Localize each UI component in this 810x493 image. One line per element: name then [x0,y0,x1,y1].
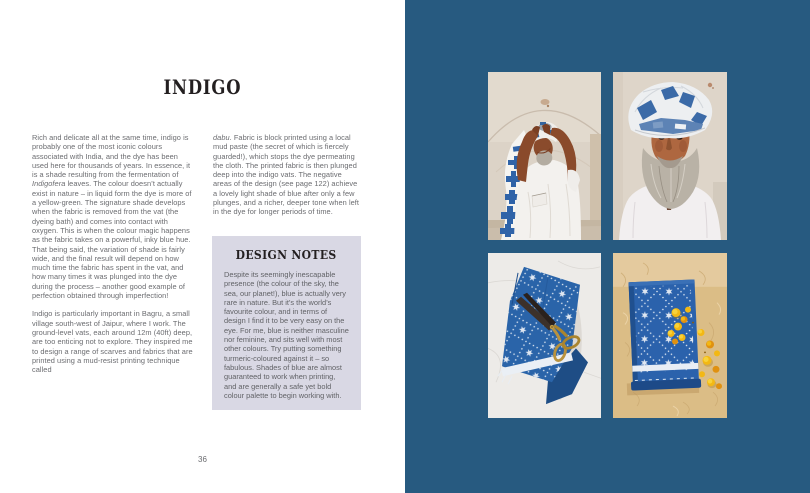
text-column-2 [213,133,359,226]
intro-text-italic: Indigofera [32,179,66,189]
dabu-paragraph [213,133,359,217]
photo-man-tying-turban [488,72,601,240]
photo-indigo-fabric-marigolds [613,253,727,418]
fabric-scissors-illustration [488,253,601,418]
man-portrait-illustration [613,72,727,240]
photo-indigo-fabric-scissors [488,253,601,418]
design-notes-body: Despite its seemingly inescapable presence (the colour of the sky, the sea, our planet!), blue is actually very rare in nature. But it’s the world’s favourite colour, and in terms of design I find it to be very easy on the eye. For me, blue is neither masculine nor feminine, and sits well with most other colours. Try putting something turmeric-coloured against it – so fabulous. Shades of blue are almost guaranteed to work when printing, and are generally a safe yet bold colour palette to begin working with. [224,270,349,400]
design-notes-heading [224,248,349,262]
text-column-1 [32,133,194,383]
fabric-marigolds-illustration [613,253,727,418]
photo-man-portrait-turban [613,72,727,240]
design-notes-heading-text: DESIGN NOTES [236,248,337,262]
dabu-text-after: . Fabric is block printed using a local mud paste (the secret of which is fiercely guarded!), which stops the dye permeating the cloth. The printed fabric is then plunged deep into the indigo vats. The negative areas of the design (see page 122) achieve a lovely light shade of blue after only a few plunges, and a richer, deeper tone when left in the dye for longer periods of time. [213,133,360,217]
bagru-paragraph: Indigo is particularly important in Bagru, a small village south-west of Jaipur, where I work. The ground-level vats, each around 12m (40ft) deep, are too enticing not to explore. They inspired me to design a range of scarves and fabrics that are printed using a mud-resist printing technique called [32,309,193,375]
intro-text-before: Rich and delicate all at the same time, indigo is probably one of the most iconic colours associated with India, and the dye has been used here for thousands of years. In essence, it is a shade resulting from the fermentation of [32,133,191,180]
dabu-text-italic: dabu [213,133,230,142]
intro-paragraph [32,133,194,300]
page-title-text: INDIGO [163,75,242,100]
folded-indigo-fabric [627,279,702,390]
intro-text-after: leaves. The colour doesn’t actually exist in nature – in liquid form the dye is more of a yellow-green. The signature shade develops when the fabric is removed from the vat (the dyeing bath) and comes into contact with oxygen. This is when the colour magic happens as the fabric takes on a powerful, inky blue hue. That being said, the variation of shade is fairly wide, and the final result will depend on how much time the fabric has spent in the vat, and how many times it was plunged into the dye during the process – another good example of perfection obtained through imperfection! [32,179,192,301]
page-right [405,0,810,493]
design-notes-box [212,236,361,410]
page-title [0,75,405,99]
man-tying-turban-illustration [488,72,601,240]
page-number: 36 [198,455,207,464]
